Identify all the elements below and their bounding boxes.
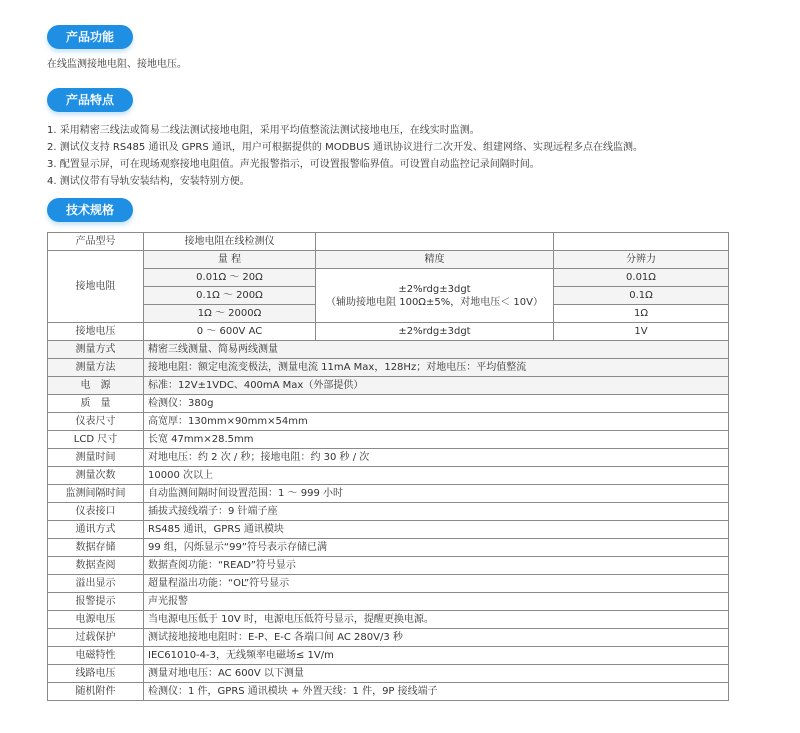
table-row-header [48,251,729,269]
table-row [48,413,729,431]
row-label: 报警提示 [48,593,144,611]
table-row [48,575,729,593]
row-value: 标准：12V±1VDC、400mA Max（外部提供） [144,377,729,395]
table-row [48,683,729,701]
resistance-range: 0.01Ω ～ 20Ω [144,269,316,287]
row-label-model: 产品型号 [48,233,144,251]
feature-item: 1. 采用精密三线法或简易二线法测试接地电阻，采用平均值整流法测试接地电压，在线实时监测。 [47,125,480,136]
row-value: IEC61010-4-3，无线频率电磁场≤ 1V/m [144,647,729,665]
row-value: 接地电阻：额定电流变极法，测量电流 11mA Max，128Hz；对地电压：平均值整流 [144,359,729,377]
row-label: 测量方式 [48,341,144,359]
spec-rows [48,341,729,701]
table-row [48,449,729,467]
row-label: 测量时间 [48,449,144,467]
row-label: 电 源 [48,377,144,395]
feature-item: 2. 测试仪支持 RS485 通讯及 GPRS 通讯，用户可根据提供的 MODBUS 通讯协议进行二次开发、组建网络、实现远程多点在线监测。 [47,142,643,153]
header-accuracy: 精度 [316,251,554,269]
row-value: 99 组，闪烁显示“99”符号表示存储已满 [144,539,729,557]
row-value: 声光报警 [144,593,729,611]
function-description: 在线监测接地电阻、接地电压。 [47,59,187,70]
row-label: 数据查阅 [48,557,144,575]
table-row [48,377,729,395]
features-list [47,122,643,190]
resistance-resolution: 0.1Ω [554,287,729,305]
resistance-range: 1Ω ～ 2000Ω [144,305,316,323]
table-row-voltage [48,323,729,341]
header-range: 量 程 [144,251,316,269]
table-row [48,665,729,683]
row-label: 仪表接口 [48,503,144,521]
table-row [48,359,729,377]
section-title-specs: 技术规格 [47,198,133,222]
table-row [48,521,729,539]
resistance-range: 0.1Ω ～ 200Ω [144,287,316,305]
table-row [48,503,729,521]
row-label: 数据存储 [48,539,144,557]
row-label: 通讯方式 [48,521,144,539]
table-row [48,557,729,575]
row-label: 监测间隔时间 [48,485,144,503]
feature-item: 4. 测试仪带有导轨安装结构，安装特别方便。 [47,176,250,187]
resistance-accuracy [316,269,554,323]
empty-cell [554,233,729,251]
resistance-accuracy-line2: （辅助接地电阻 100Ω±5%，对地电压＜ 10V） [326,296,543,308]
table-row [48,611,729,629]
table-row [48,539,729,557]
row-value: 对地电压：约 2 次 / 秒；接地电阻：约 30 秒 / 次 [144,449,729,467]
voltage-range: 0 ～ 600V AC [144,323,316,341]
voltage-accuracy: ±2%rdg±3dgt [316,323,554,341]
table-row [48,629,729,647]
row-label: 电源电压 [48,611,144,629]
header-resolution: 分辨力 [554,251,729,269]
row-value: 长宽 47mm×28.5mm [144,431,729,449]
row-value: 10000 次以上 [144,467,729,485]
row-label: 溢出显示 [48,575,144,593]
row-value: 插拔式接线端子：9 针端子座 [144,503,729,521]
table-row [48,431,729,449]
row-label: 测量次数 [48,467,144,485]
row-value: 数据查阅功能：“READ”符号显示 [144,557,729,575]
row-label: 过载保护 [48,629,144,647]
row-label: 电磁特性 [48,647,144,665]
row-value: 自动监测间隔时间设置范围：1 ～ 999 小时 [144,485,729,503]
table-row [48,467,729,485]
row-value: 高宽厚：130mm×90mm×54mm [144,413,729,431]
row-value: 测试接地接地电阻时：E-P、E-C 各端口间 AC 280V/3 秒 [144,629,729,647]
row-value-model: 接地电阻在线检测仪 [144,233,316,251]
row-value: 测量对地电压：AC 600V 以下测量 [144,665,729,683]
resistance-accuracy-line1: ±2%rdg±3dgt [398,283,471,295]
row-value: RS485 通讯，GPRS 通讯模块 [144,521,729,539]
row-value: 检测仪：380g [144,395,729,413]
row-label: 测量方法 [48,359,144,377]
empty-cell [316,233,554,251]
row-value: 精密三线测量、简易两线测量 [144,341,729,359]
row-label: 随机附件 [48,683,144,701]
row-value: 当电源电压低于 10V 时，电源电压低符号显示，提醒更换电源。 [144,611,729,629]
row-value: 超量程溢出功能：“OL”符号显示 [144,575,729,593]
row-value: 检测仪：1 件，GPRS 通讯模块 + 外置天线：1 件，9P 接线端子 [144,683,729,701]
row-label: 质 量 [48,395,144,413]
table-row-resistance-range [48,269,729,287]
feature-item: 3. 配置显示屏，可在现场观察接地电阻值。声光报警指示，可设置报警临界值。可设置自动监控记录间隔时间。 [47,159,540,170]
table-row [48,593,729,611]
row-label-resistance: 接地电阻 [48,251,144,323]
section-title-features: 产品特点 [47,88,133,112]
spec-table [47,232,729,701]
table-row-model [48,233,729,251]
table-row [48,395,729,413]
row-label: 线路电压 [48,665,144,683]
resistance-resolution: 1Ω [554,305,729,323]
voltage-resolution: 1V [554,323,729,341]
row-label: 仪表尺寸 [48,413,144,431]
row-label: LCD 尺寸 [48,431,144,449]
table-row [48,647,729,665]
table-row [48,341,729,359]
resistance-resolution: 0.01Ω [554,269,729,287]
row-label-voltage: 接地电压 [48,323,144,341]
section-title-function: 产品功能 [47,25,133,49]
table-row [48,485,729,503]
